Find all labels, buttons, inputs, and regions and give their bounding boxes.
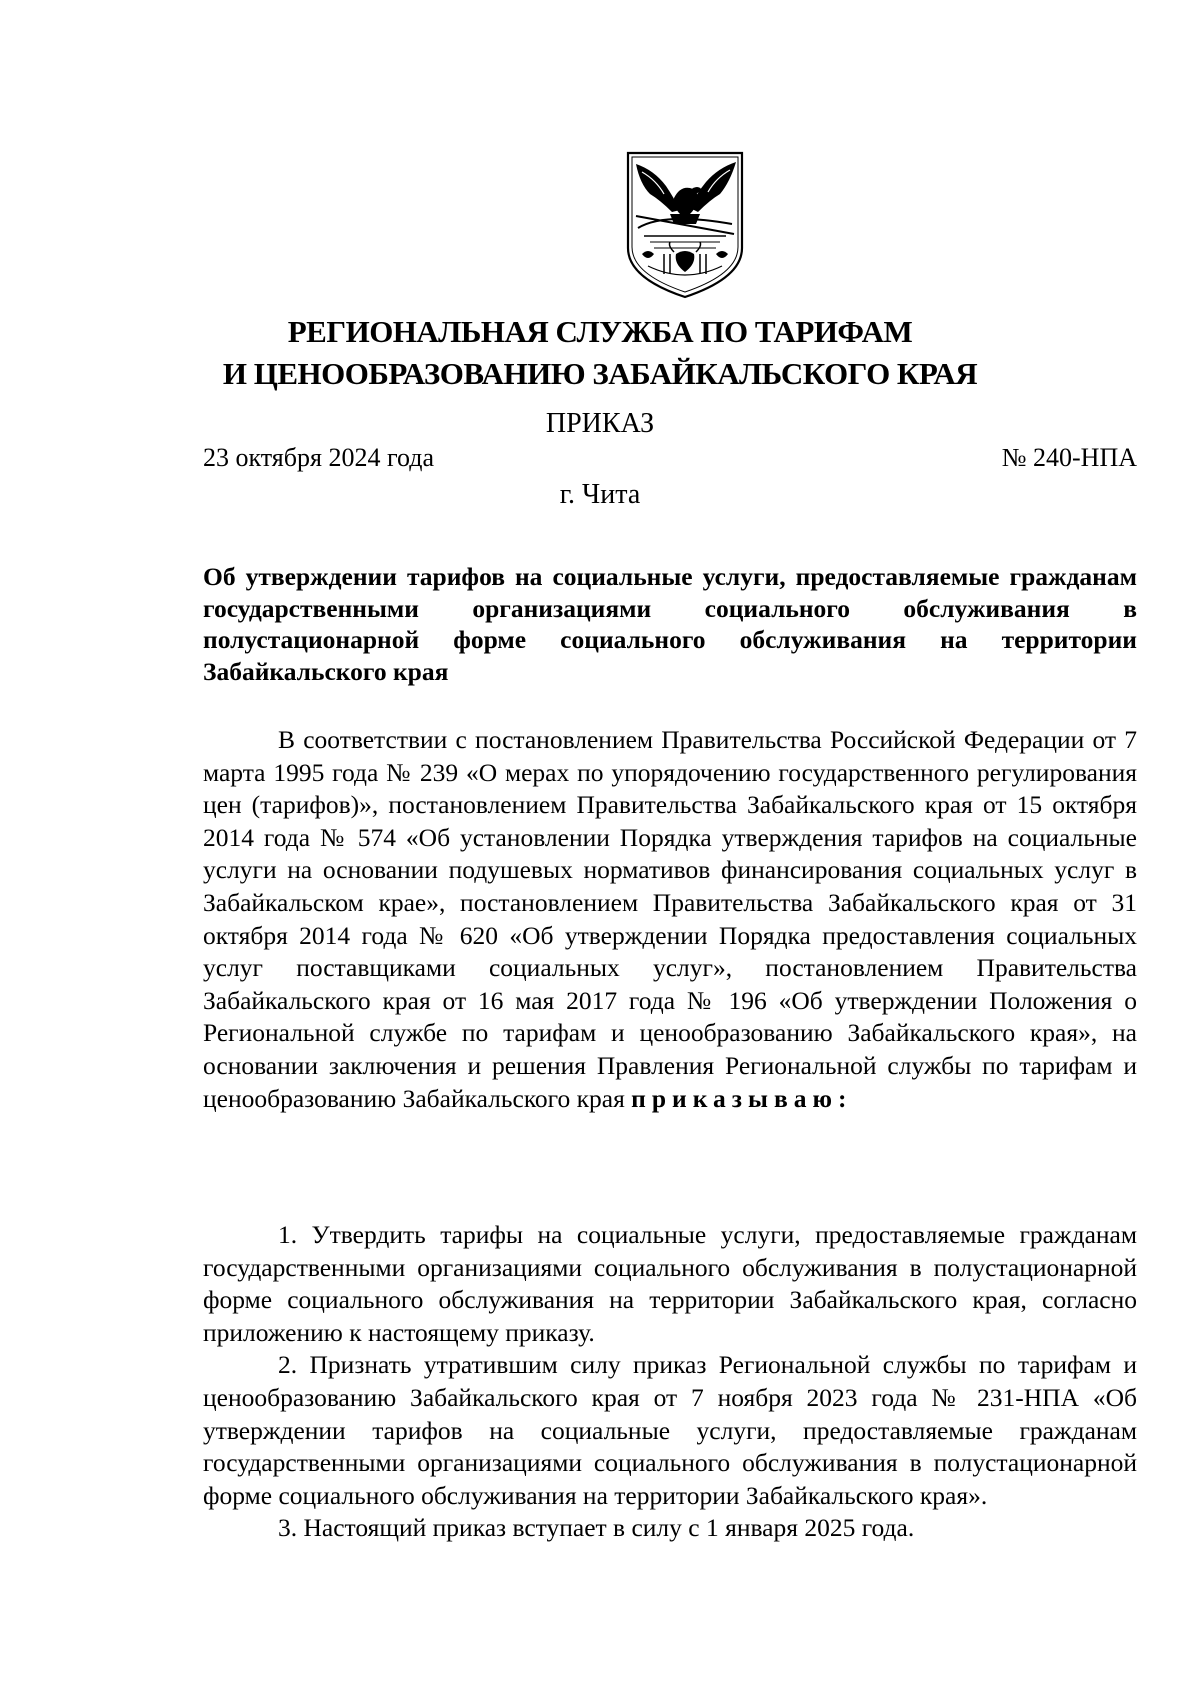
document-date: 23 октября 2024 года	[203, 443, 434, 472]
document-city: г. Чита	[559, 479, 641, 510]
order-item-2: 2. Признать утратившим силу приказ Региональной службы по тарифам и ценообразованию Забайкальского края от 7 ноября 2023 года № 231-НПА «Об утверждении тарифов на социальные услуги, предоставляемые гражданам государственными организациями социального обслуживания в полустационарной форме социального обслуживания на территории Забайкальского края».	[203, 1350, 1137, 1510]
order-item-3: 3. Настоящий приказ вступает в силу с 1 января 2025 года.	[278, 1513, 915, 1543]
document-number: № 240-НПА	[1001, 443, 1137, 472]
coat-of-arms-icon	[624, 150, 746, 300]
preamble-text: В соответствии с постановлением Правительства Российской Федерации от 7 марта 1995 года № 239 «О мерах по упорядочению государственного регулирования цен (тарифов)», постановлением Правительства Забайкальского края от 15 октября 2014 года № 574 «Об установлении Порядка утверждения тарифов на социальные услуги на основании подушевых нормативов финансирования социальных услуг в Забайкальском крае», постановлением Правительства Забайкальского края от 31 октября 2014 года № 620 «Об утверждении Порядка предоставления социальных услуг поставщиками социальных услуг», постановлением Правительства Забайкальского края от 16 мая 2017 года № 196 «Об утверждении Положения о Региональной службе по тарифам и ценообразованию Забайкальского края», на основании заключения и решения Правления Региональной службы по тарифам и ценообразованию Забайкальского края	[203, 725, 1137, 1113]
organization-name-line-2: И ЦЕНООБРАЗОВАНИЮ ЗАБАЙКАЛЬСКОГО КРАЯ	[222, 356, 978, 391]
order-items	[203, 1219, 1137, 1545]
command-word: приказываю:	[631, 1083, 853, 1113]
document-type: ПРИКАЗ	[545, 408, 655, 439]
document-title: Об утверждении тарифов на социальные услуги, предоставляемые гражданам государственными организациями социального обслуживания в полустационарной форме социального обслуживания на территории Забайкальского края	[203, 562, 1137, 686]
preamble-paragraph	[203, 724, 1137, 1115]
order-item-1: 1. Утвердить тарифы на социальные услуги, предоставляемые гражданам государственными организациями социального обслуживания в полустационарной форме социального обслуживания на территории Забайкальского края, согласно приложению к настоящему приказу.	[203, 1220, 1137, 1347]
organization-name-line-1: РЕГИОНАЛЬНАЯ СЛУЖБА ПО ТАРИФАМ	[287, 314, 913, 349]
